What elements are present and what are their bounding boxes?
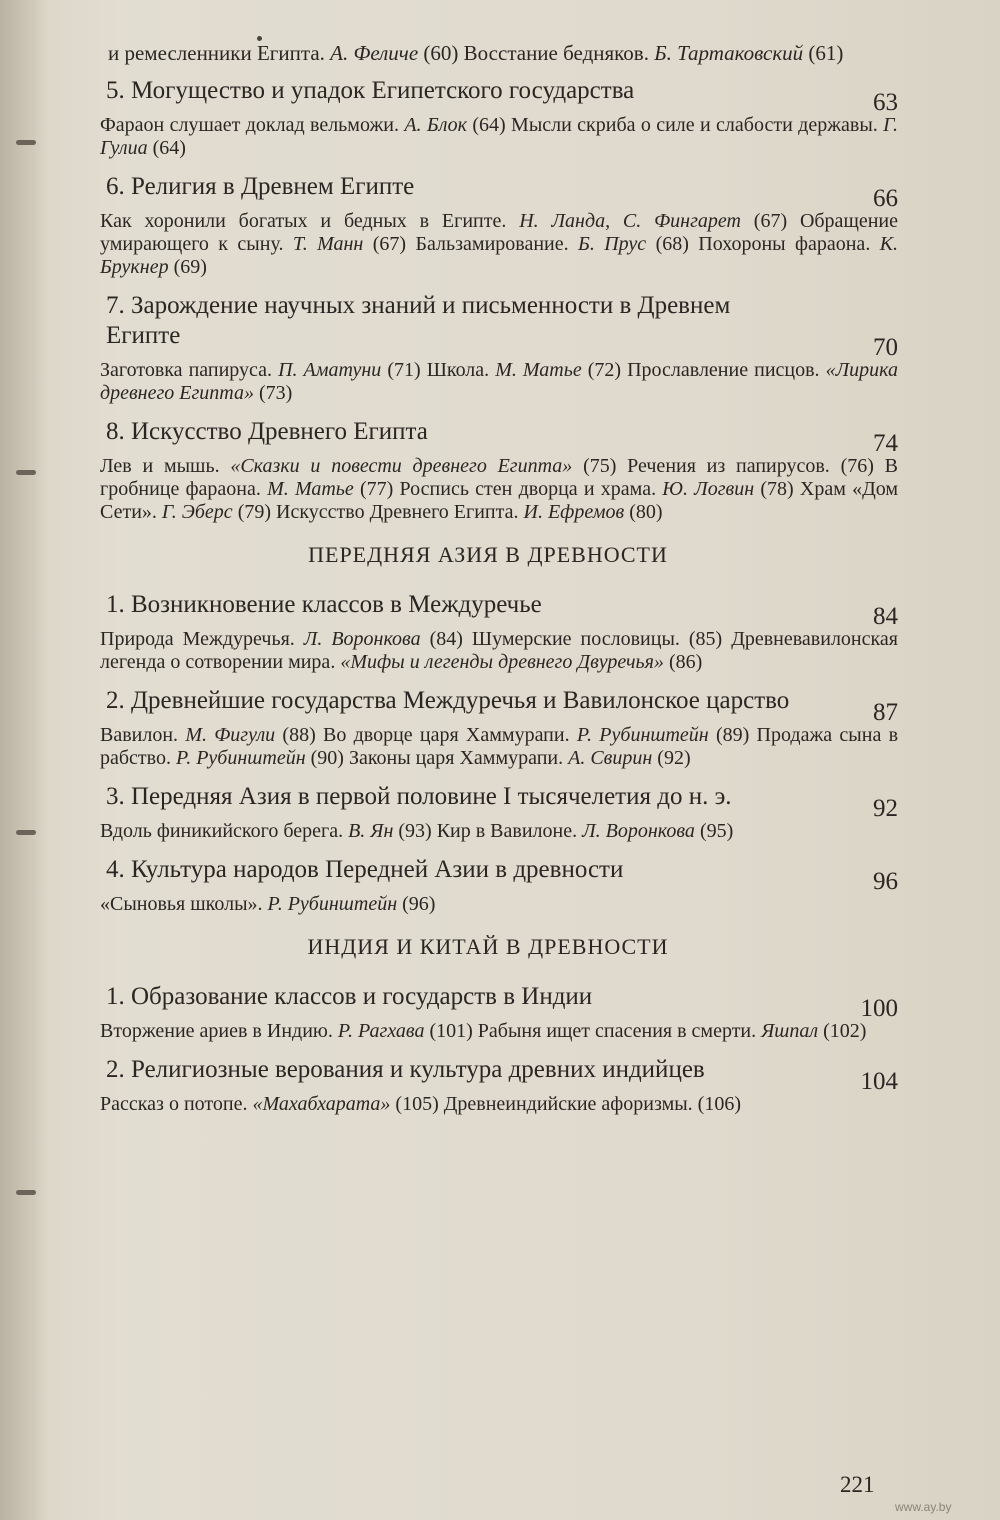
annotation-text: Природа Междуречья. bbox=[100, 628, 304, 650]
author-or-source: А. Блок bbox=[404, 114, 468, 136]
chapter-annotation bbox=[100, 455, 898, 524]
continued-annotation bbox=[108, 42, 898, 64]
annotation-text: (93) Кир в Вавилоне. bbox=[393, 820, 583, 842]
author-or-source: Г. Эберс bbox=[161, 501, 233, 523]
chapter-title: 7. Зарождение научных знаний и письменности в Древнем Египте bbox=[106, 292, 731, 349]
chapter-page-number: 84 bbox=[873, 603, 898, 630]
chapter-annotation bbox=[100, 820, 898, 843]
author-or-source: В. Ян bbox=[348, 820, 394, 842]
author-or-source: Р. Рубинштейн bbox=[175, 747, 306, 769]
annotation-text: (102) bbox=[818, 1020, 867, 1042]
author-or-source: А. Феличе bbox=[330, 41, 419, 65]
author-or-source: К. Брукнер bbox=[100, 233, 898, 278]
toc-entry bbox=[78, 855, 898, 916]
binding-stitch bbox=[16, 830, 36, 835]
annotation-text: (75) Речения из папирусов. (76) В гробнице фараона. bbox=[100, 455, 898, 500]
author-or-source: М. Матье bbox=[495, 359, 582, 381]
annotation-text: Как хоронили богатых и бедных в Египте. bbox=[100, 210, 520, 232]
chapter-page-number: 96 bbox=[873, 868, 898, 895]
annotation-text: (69) bbox=[168, 256, 207, 278]
chapter-annotation bbox=[100, 210, 898, 279]
toc-entry bbox=[78, 417, 898, 524]
author-or-source: Л. Воронкова bbox=[582, 820, 695, 842]
chapter-title: 4. Культура народов Передней Азии в древности bbox=[106, 856, 624, 883]
chapter-annotation bbox=[100, 359, 898, 405]
author-or-source: М. Фигули bbox=[185, 724, 276, 746]
annotation-text: (68) Похороны фараона. bbox=[646, 233, 880, 255]
annotation-text: (73) bbox=[253, 382, 293, 404]
author-or-source: Р. Рубинштейн bbox=[576, 724, 709, 746]
chapter-annotation bbox=[100, 724, 898, 770]
annotation-text: (96) bbox=[397, 893, 436, 915]
author-or-source: Б. Тартаковский bbox=[654, 41, 804, 65]
annotation-text: (67) Обращение умирающего к сыну. bbox=[100, 210, 898, 255]
annotation-text: (77) Роспись стен дворца и храма. bbox=[353, 478, 663, 500]
annotation-text: (88) Во дворце царя Хаммурапи. bbox=[275, 724, 577, 746]
annotation-text: (78) Храм «Дом Сети». bbox=[100, 478, 898, 523]
chapter-line bbox=[106, 982, 898, 1022]
chapter-line bbox=[106, 590, 898, 630]
chapter-annotation bbox=[100, 114, 898, 160]
toc-entry bbox=[78, 982, 898, 1043]
chapter-page-number: 104 bbox=[860, 1068, 898, 1095]
chapter-page-number: 87 bbox=[873, 699, 898, 726]
author-or-source: А. Свирин bbox=[568, 747, 653, 769]
author-or-source: «Сказки и повести древнего Египта» bbox=[230, 455, 573, 477]
author-or-source: Л. Воронкова bbox=[303, 628, 421, 650]
annotation-text: и ремесленники Египта. bbox=[108, 41, 331, 65]
toc-entry bbox=[78, 590, 898, 674]
binding-stitch bbox=[16, 470, 36, 475]
annotation-text: Лев и мышь. bbox=[100, 455, 231, 477]
table-of-contents bbox=[78, 42, 898, 1128]
chapter-line bbox=[106, 686, 898, 726]
author-or-source: Ю. Логвин bbox=[662, 478, 755, 500]
author-or-source: Н. Ланда, С. Фингарет bbox=[519, 210, 741, 232]
author-or-source: «Лирика древнего Египта» bbox=[100, 359, 898, 404]
annotation-text: (86) bbox=[663, 651, 703, 673]
chapter-title: 3. Передняя Азия в первой половине I тысячелетия до н. э. bbox=[106, 783, 732, 810]
chapter-title: 2. Религиозные верования и культура древних индийцев bbox=[106, 1056, 705, 1083]
watermark: www.ay.by bbox=[895, 1500, 952, 1514]
author-or-source: Г. Гулиа bbox=[100, 114, 898, 159]
toc-entry bbox=[78, 1055, 898, 1116]
chapter-line bbox=[106, 782, 898, 822]
annotation-text: (105) Древнеиндийские афоризмы. (106) bbox=[390, 1093, 742, 1115]
author-or-source: «Махабхарата» bbox=[252, 1093, 391, 1115]
author-or-source: «Мифы и легенды древнего Двуречья» bbox=[340, 651, 664, 673]
chapter-line bbox=[106, 172, 898, 212]
annotation-text: (64) Мысли скриба о силе и слабости державы. bbox=[467, 114, 884, 136]
chapter-annotation bbox=[100, 628, 898, 674]
annotation-text: (72) Прославление писцов. bbox=[581, 359, 826, 381]
annotation-text: Вавилон. bbox=[100, 724, 186, 746]
chapter-page-number: 92 bbox=[873, 795, 898, 822]
chapter-line bbox=[106, 855, 898, 895]
chapter-title: 6. Религия в Древнем Египте bbox=[106, 173, 415, 200]
annotation-text: (79) Искусство Древнего Египта. bbox=[232, 501, 524, 523]
annotation-text: (80) bbox=[624, 501, 663, 523]
annotation-text: (92) bbox=[652, 747, 691, 769]
author-or-source: Б. Прус bbox=[578, 233, 647, 255]
chapter-page-number: 66 bbox=[873, 185, 898, 212]
annotation-text: (101) Рабыня ищет спасения в смерти. bbox=[424, 1020, 762, 1042]
chapter-annotation bbox=[100, 1020, 898, 1043]
author-or-source: П. Аматуни bbox=[278, 359, 382, 381]
annotation-text: (67) Бальзамирование. bbox=[363, 233, 579, 255]
chapter-line bbox=[106, 291, 898, 361]
author-or-source: Т. Манн bbox=[292, 233, 364, 255]
annotation-text: (60) Восстание бедняков. bbox=[418, 41, 655, 65]
toc-entry bbox=[78, 686, 898, 770]
chapter-page-number: 74 bbox=[873, 430, 898, 457]
chapter-title: 5. Могущество и упадок Египетского государства bbox=[106, 77, 635, 104]
author-or-source: Р. Рагхава bbox=[337, 1020, 425, 1042]
annotation-text: (71) Школа. bbox=[381, 359, 496, 381]
chapter-page-number: 70 bbox=[873, 334, 898, 361]
annotation-text: Вдоль финикийского берега. bbox=[100, 820, 349, 842]
annotation-text: (64) bbox=[147, 137, 186, 159]
chapter-page-number: 100 bbox=[860, 995, 898, 1022]
toc-entry bbox=[78, 76, 898, 160]
chapter-line bbox=[106, 1055, 898, 1095]
chapter-title: 2. Древнейшие государства Междуречья и Вавилонское царство bbox=[106, 687, 790, 714]
chapter-annotation bbox=[100, 1093, 898, 1116]
binding-edge bbox=[0, 0, 48, 1520]
chapter-line bbox=[106, 417, 898, 457]
annotation-text: (84) Шумерские пословицы. (85) Древневавилонская легенда о сотворении мира. bbox=[100, 628, 899, 673]
binding-stitch bbox=[16, 1190, 36, 1195]
author-or-source: Яшпал bbox=[761, 1020, 819, 1042]
author-or-source: Р. Рубинштейн bbox=[267, 893, 398, 915]
toc-entry bbox=[78, 172, 898, 279]
chapter-title: 1. Образование классов и государств в Индии bbox=[106, 983, 593, 1010]
toc-entry bbox=[78, 291, 898, 405]
chapter-title: 8. Искусство Древнего Египта bbox=[106, 418, 428, 445]
page-number: 221 bbox=[840, 1472, 875, 1497]
author-or-source: И. Ефремов bbox=[523, 501, 625, 523]
annotation-text: (95) bbox=[694, 820, 734, 842]
annotation-text: (61) bbox=[803, 41, 844, 65]
annotation-text: Вторжение ариев в Индию. bbox=[100, 1020, 338, 1042]
toc-entry bbox=[78, 782, 898, 843]
binding-stitch bbox=[16, 140, 36, 145]
chapter-annotation bbox=[100, 893, 898, 916]
chapter-page-number: 63 bbox=[873, 89, 898, 116]
annotation-text: Заготовка папируса. bbox=[100, 359, 279, 381]
annotation-text: (89) Продажа сына в рабство. bbox=[100, 724, 899, 769]
annotation-text: (90) Законы царя Хаммурапи. bbox=[305, 747, 569, 769]
chapter-line bbox=[106, 76, 898, 116]
author-or-source: М. Матье bbox=[267, 478, 354, 500]
section-heading: ПЕРЕДНЯЯ АЗИЯ В ДРЕВНОСТИ bbox=[308, 542, 668, 567]
chapter-title: 1. Возникновение классов в Междуречье bbox=[106, 591, 542, 618]
section-heading: ИНДИЯ И КИТАЙ В ДРЕВНОСТИ bbox=[307, 934, 669, 959]
annotation-text: «Сыновья школы». bbox=[100, 893, 268, 915]
annotation-text: Фараон слушает доклад вельможи. bbox=[100, 114, 405, 136]
annotation-text: Рассказ о потопе. bbox=[100, 1093, 253, 1115]
